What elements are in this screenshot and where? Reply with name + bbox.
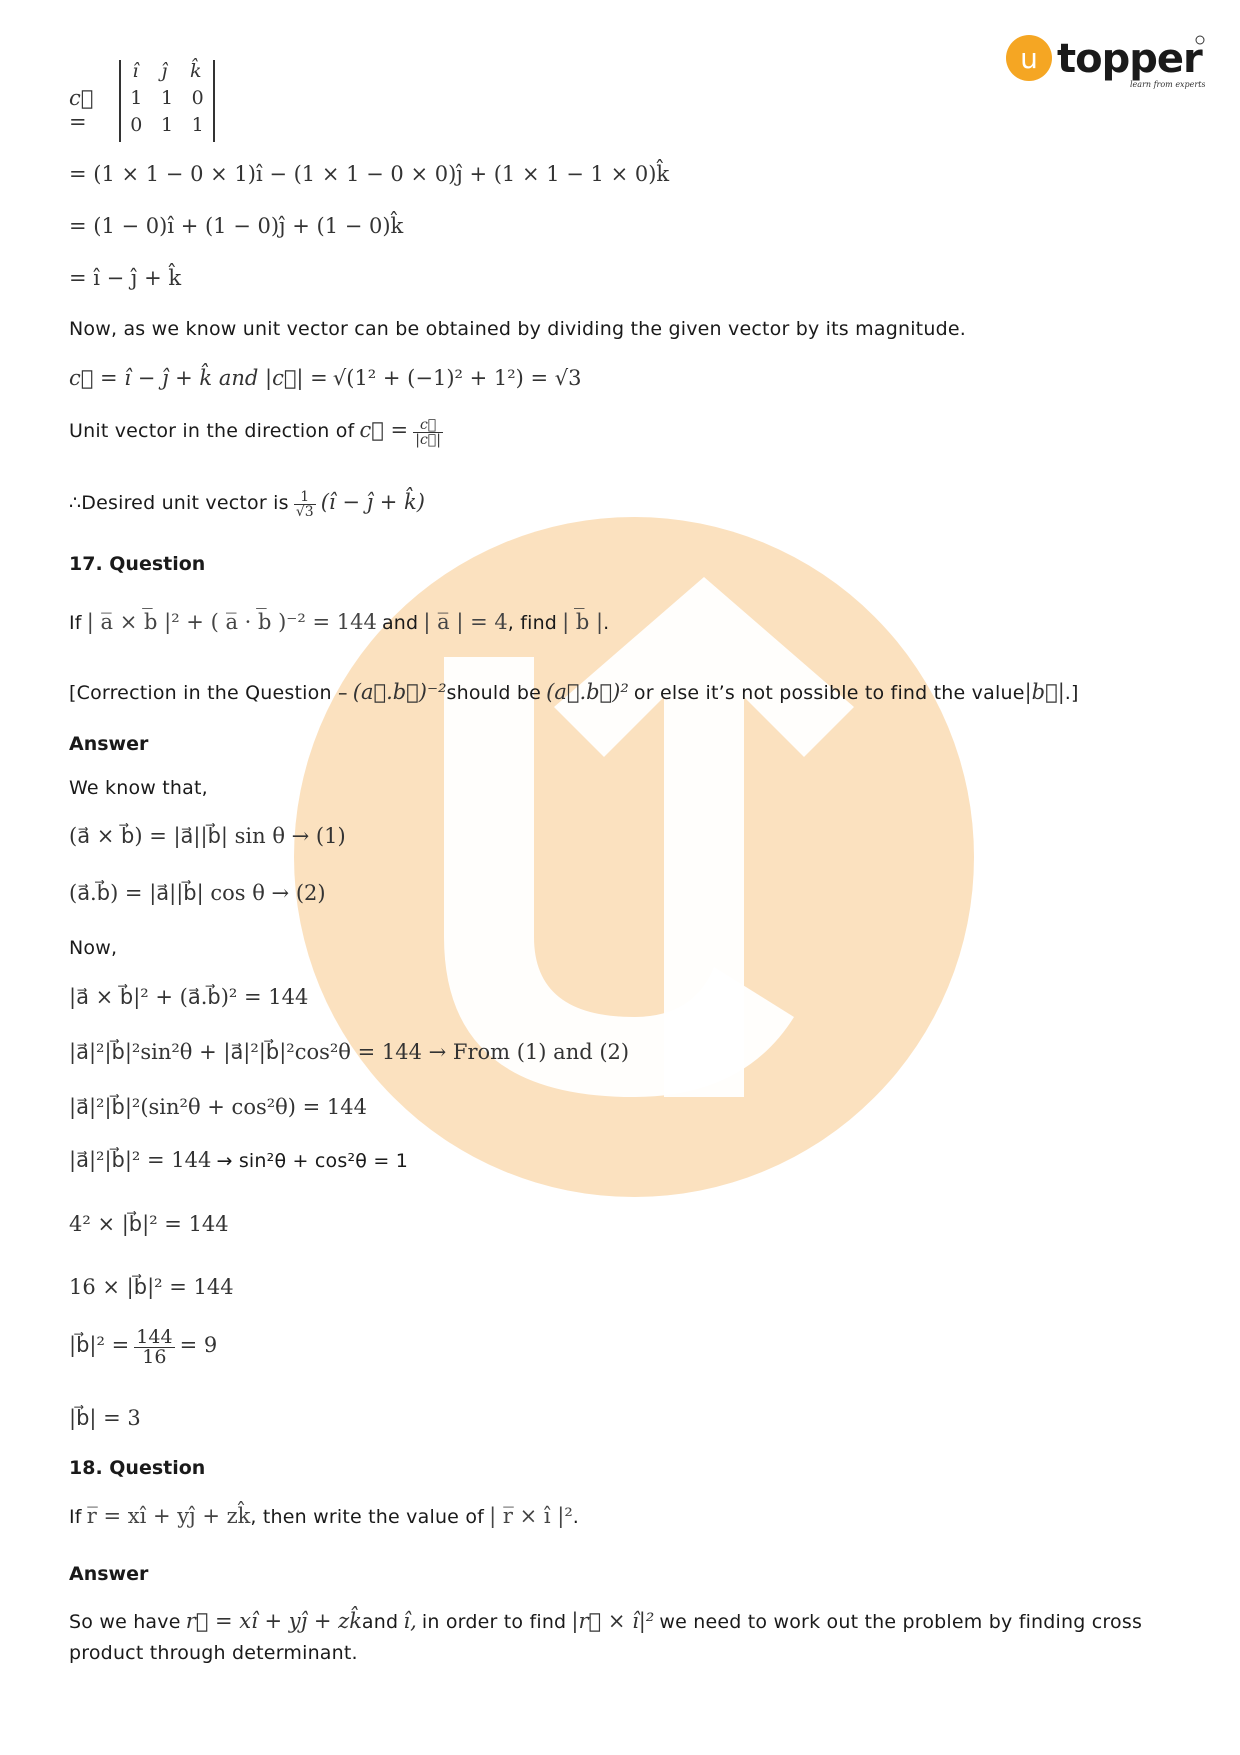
- fraction-denominator: √3: [295, 504, 314, 520]
- paragraph-text: and: [361, 1611, 399, 1633]
- answer-paragraph: [69, 1606, 1179, 1669]
- math-inline: (a⃗.b⃗)²: [546, 680, 629, 704]
- fraction-numerator: c⃗: [413, 418, 443, 433]
- paragraph: We know that,: [69, 777, 208, 799]
- step-line: |a⃗|²|b⃗|²sin²θ + |a⃗|²|b⃗|²cos²θ = 144 → From (1) and (2): [69, 1040, 630, 1064]
- math-inline: |b⃗|² =: [69, 1333, 130, 1357]
- math-inline: |a⃗|²|b⃗|² = 144: [69, 1148, 212, 1172]
- matrix-cell: 0: [130, 114, 143, 136]
- fraction: [134, 1328, 174, 1367]
- matrix-cell: 1: [191, 114, 204, 136]
- step-line: [69, 1328, 217, 1367]
- topper-logo-icon: [1005, 32, 1205, 94]
- svg-text:topper: topper: [1057, 36, 1202, 82]
- paragraph-text: .]: [1064, 682, 1079, 704]
- paragraph-text: , then write the value of: [250, 1506, 485, 1528]
- fraction-denominator: 16: [142, 1346, 167, 1368]
- equation-line: = î − ĵ + k̂: [69, 266, 182, 290]
- math-inline: = 9: [179, 1333, 218, 1357]
- matrix-cell: k̂: [190, 60, 202, 82]
- question-heading: 18. Question: [69, 1457, 206, 1479]
- paragraph-text: .: [603, 612, 610, 634]
- paragraph-text: ∴Desired unit vector is: [69, 492, 289, 514]
- matrix-cell: 1: [160, 114, 174, 136]
- paragraph-text: → sin²θ + cos²θ = 1: [216, 1150, 408, 1172]
- paragraph-text: If: [69, 1506, 82, 1528]
- fraction: [294, 490, 316, 519]
- math-inline: | a̅ | = 4: [423, 610, 508, 634]
- svg-text:u: u: [1020, 42, 1038, 75]
- math-inline: r̅ = xî + yĵ + zk̂: [86, 1504, 251, 1528]
- matrix-cell: î: [132, 60, 139, 82]
- fraction-numerator: 1: [294, 490, 316, 505]
- step-line: |a⃗ × b⃗|² + (a⃗.b⃗)² = 144: [69, 985, 309, 1009]
- fraction-denominator: |c⃗|: [415, 432, 441, 448]
- desired-line: [69, 490, 425, 519]
- math-inline: c⃗ =: [359, 418, 409, 442]
- math-inline: | a̅ × b̅ |² + ( a̅ · b̅ )⁻² = 144: [86, 610, 377, 634]
- paragraph-text: , find: [507, 612, 558, 634]
- question-heading: 17. Question: [69, 553, 206, 575]
- matrix-cell: 0: [191, 87, 204, 109]
- paragraph-text: Unit vector in the direction of: [69, 420, 355, 442]
- paragraph-text: we need to work out the problem by finding cross product through determinant.: [69, 1611, 1143, 1664]
- paragraph-text: in order to find: [421, 1611, 567, 1633]
- paragraph-text: or else it’s not possible to find the value: [633, 682, 1025, 704]
- fraction-numerator: 144: [136, 1326, 173, 1348]
- svg-text:learn from experts: learn from experts: [1130, 80, 1205, 89]
- question-text: [69, 610, 609, 634]
- step-line: 16 × |b⃗|² = 144: [69, 1275, 234, 1299]
- matrix-cell: 1: [130, 87, 143, 109]
- paragraph-text: If: [69, 612, 82, 634]
- math-inline: (a⃗.b⃗)⁻²: [352, 680, 447, 704]
- math-inline: √(1² + (−1)² + 1²) = √3: [332, 366, 582, 390]
- math-inline: | b̅ |: [562, 610, 604, 634]
- math-inline: (î − ĵ + k̂): [320, 490, 425, 514]
- correction-note: [69, 680, 1079, 704]
- matrix-row: [121, 60, 213, 87]
- matrix-lhs: c⃗ =: [69, 86, 94, 134]
- math-inline: |b⃗|: [1024, 680, 1065, 704]
- equation-line: = (1 × 1 − 0 × 1)î − (1 × 1 − 0 × 0)ĵ + (1 × 1 − 1 × 0)k̂: [69, 162, 670, 186]
- step-line: [69, 1148, 408, 1172]
- matrix-body: [119, 60, 215, 142]
- math-inline: r⃗ = xî + yĵ + zk̂: [185, 1609, 362, 1633]
- step-line: |b⃗| = 3: [69, 1406, 141, 1430]
- equation-line: [69, 366, 582, 390]
- step-line: |a⃗|²|b⃗|²(sin²θ + cos²θ) = 144: [69, 1095, 368, 1119]
- paragraph-text: .: [572, 1506, 579, 1528]
- math-inline: c⃗ = î − ĵ + k̂ and |c⃗| =: [69, 366, 328, 390]
- paragraph-text: and: [381, 612, 419, 634]
- paragraph: Now,: [69, 937, 118, 959]
- math-inline: |r⃗ × î|²: [571, 1609, 655, 1633]
- unit-vector-line: [69, 418, 443, 447]
- matrix-row: [121, 87, 213, 114]
- paragraph-text: So we have: [69, 1611, 181, 1633]
- fraction: [413, 418, 443, 447]
- formula-1: (a⃗ × b⃗) = |a⃗||b⃗| sin θ → (1): [69, 824, 346, 848]
- paragraph-text: should be: [446, 682, 542, 704]
- paragraph-text: [Correction in the Question –: [69, 682, 348, 704]
- topper-logo: [1005, 32, 1205, 94]
- formula-2: (a⃗.b⃗) = |a⃗||b⃗| cos θ → (2): [69, 881, 326, 905]
- math-inline: î,: [403, 1609, 417, 1633]
- paragraph: Now, as we know unit vector can be obtained by dividing the given vector by its magnitude.: [69, 318, 966, 340]
- equation-line: = (1 − 0)î + (1 − 0)ĵ + (1 − 0)k̂: [69, 214, 404, 238]
- matrix-row: [121, 114, 213, 141]
- matrix-cell: 1: [160, 87, 174, 109]
- matrix-cell: ĵ: [161, 60, 168, 82]
- step-line: 4² × |b⃗|² = 144: [69, 1212, 229, 1236]
- answer-heading: Answer: [69, 733, 149, 755]
- question-text: [69, 1504, 579, 1528]
- answer-heading: Answer: [69, 1563, 149, 1585]
- math-inline: | r̅ × î |²: [489, 1504, 573, 1528]
